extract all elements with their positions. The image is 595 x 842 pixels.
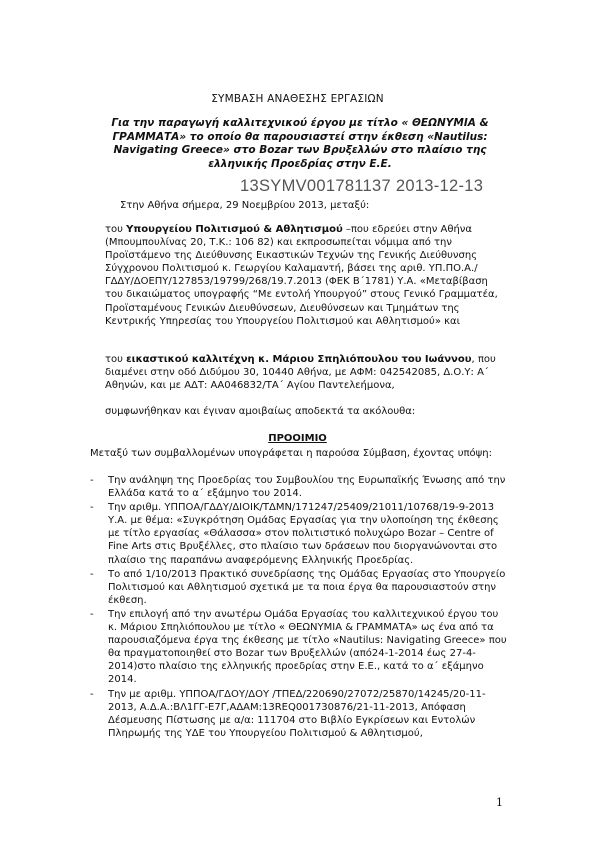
list-item — [90, 501, 510, 566]
first-party-prefix: του — [105, 224, 127, 235]
agreement-line: συμφωνήθηκαν και έγιναν αμοιβαίως αποδεκτά τα ακόλουθα: — [105, 406, 416, 417]
second-party-name: εικαστικού καλλιτέχνη κ. Μάριου Σπηλιόπουλου του Ιωάννου — [126, 354, 472, 365]
list-item — [90, 688, 510, 740]
document-title: ΣΥΜΒΑΣΗ ΑΝΑΘΕΣΗΣ ΕΡΓΑΣΙΩΝ — [211, 93, 384, 105]
list-dash: - — [90, 688, 94, 700]
second-party-text: , που διαμένει στην οδό Διδύμου 30, 10440 Αθήνα, με ΑΦΜ: 042542085, Δ.Ο.Υ: Α΄ Αθηνών, και με ΑΔΤ: ΑΑ046832/ΤΑ΄ Αγίου Παντελεήμονα, — [105, 354, 496, 392]
second-party-prefix: του — [105, 354, 127, 365]
first-party-name: Υπουργείου Πολιτισμού & Αθλητισμού — [126, 224, 343, 235]
list-item-text: Το από 1/10/2013 Πρακτικό συνεδρίασης της Ομάδας Εργασίας στο Υπουργείο Πολιτισμού και Αθλητισμού σχετικά με τα ποια έργα θα παρουσιαστούν στην έκθεση. — [108, 568, 506, 606]
list-item — [90, 474, 510, 500]
list-item-text: Την με αριθμ. ΥΠΠΟΑ/ΓΔΟΥ/ΔΟΥ /ΤΠΕΔ/220690/27072/25870/14245/20-11-2013, Α.Δ.Α.:ΒΛ1ΓΓ-Ε7Γ,ΑΔΑΜ:13REQ001730876/21-11-2013, Απόφαση Δέσμευσης Πίστωσης με α/α: 111704 στο Βιβλίο Εγκρίσεων και Εντολών Πληρωμής της ΥΔΕ του Υπουργείου Πολιτισμού & Αθλητισμού, — [108, 688, 486, 739]
list-item — [90, 568, 510, 607]
list-item-text: Την ανάληψη της Προεδρίας του Συμβουλίου της Ευρωπαϊκής Ένωσης από την Ελλάδα κατά το α΄ εξάμηνο του 2014. — [108, 475, 506, 500]
list-dash: - — [90, 568, 94, 580]
page-number: 1 — [496, 796, 503, 809]
list-dash: - — [90, 475, 94, 486]
list-dash: - — [90, 502, 94, 514]
preamble-heading: ΠΡΟΟΙΜΙΟ — [268, 433, 327, 444]
list-dash: - — [90, 608, 94, 620]
list-item-text: Την επιλογή από την ανωτέρω Ομάδα Εργασίας του καλλιτεχνικού έργου του κ. Μάριου Σπηλιόπουλου με τίτλο « ΘΕΩΝΥΜΙΑ & ΓΡΑΜΜΑΤΑ» ως ένα από τα παρουσιαζόμενα έργα της έκθεσης με τίτλο «Nautilus: Navigating Greece» που θα πραγματοποιηθεί στο Bozar των Βρυξελλών (από24-1-2014 έως 27-4-2014)στο πλαίσιο της ελληνικής προεδρίας στην Ε.Ε., κατά το α΄ εξάμηνο 2014. — [108, 608, 507, 686]
preamble-intro: Μεταξύ των συμβαλλομένων υπογράφεται η παρούσα Σύμβαση, έχοντας υπόψη: — [90, 448, 492, 459]
document-subtitle: Για την παραγωγή καλλιτεχνικού έργου με τίτλο « ΘΕΩΝΥΜΙΑ & ΓΡΑΜΜΑΤΑ» το οποίο θα παρουσιαστεί στην έκθεση «Nautilus: Navigating Greece» στο Bozar των Βρυξελλών στο πλαίσιο της ελληνικής Προεδρίας στην Ε.Ε. — [111, 117, 489, 170]
list-item-text: Την αριθμ. ΥΠΠΟΑ/ΓΔΔΥ/ΔΙΟΙΚ/ΤΔΜΝ/171247/25409/21011/10768/19-9-2013 Υ.Α. με θέμα: «Συγκρότηση Ομάδας Εργασίας για την υλοποίηση της έκθεσης με τίτλο εργασίας «Θάλασσα» στον πολιτιστικό πολυχώρο Bozar – Centre of Fine Arts στις Βρυξέλλες, στο πλαίσιο των δράσεων που διοργανώνονται στο πλαίσιο της παραπάνω αναφερόμενης Ελληνικής Προεδρίας. — [108, 502, 499, 566]
date-line: Στην Αθήνα σήμερα, 29 Νοεμβρίου 2013, μεταξύ: — [120, 200, 370, 211]
first-party-text: –που εδρεύει στην Αθήνα (Μπουμπουλίνας 20, Τ.Κ.: 106 82) και εκπροσωπείται νόμιμα από την Προϊστάμενο της Διεύθυνσης Εικαστικών Τεχνών της Γενικής Διεύθυνσης Σύγχρονου Πολιτισμού κ. Γεωργίου Καλαμαντή, βάσει της αριθ. ΥΠ.ΠΟ.Α./ΓΔΔΥ/ΔΟΕΠΥ/127853/19799/268/19.7.2013 (ΦΕΚ Β΄1781) Υ.Α. «Μεταβίβαση του δικαιώματος υπογραφής “Με εντολή Υπουργού” στους Γενικό Γραμματέα, Προϊσταμένους Γενικών Διευθύνσεων, Διευθύνσεων και Τμημάτων της Κεντρικής Υπηρεσίας του Υπουργείου Πολιτισμού και Αθλητισμού» και — [105, 224, 498, 327]
preamble-list — [90, 474, 510, 741]
first-party-paragraph — [105, 223, 505, 328]
second-party-paragraph — [105, 353, 505, 392]
list-item — [90, 608, 510, 687]
registration-stamp: 13SYMV001781137 2013-12-13 — [240, 177, 484, 195]
